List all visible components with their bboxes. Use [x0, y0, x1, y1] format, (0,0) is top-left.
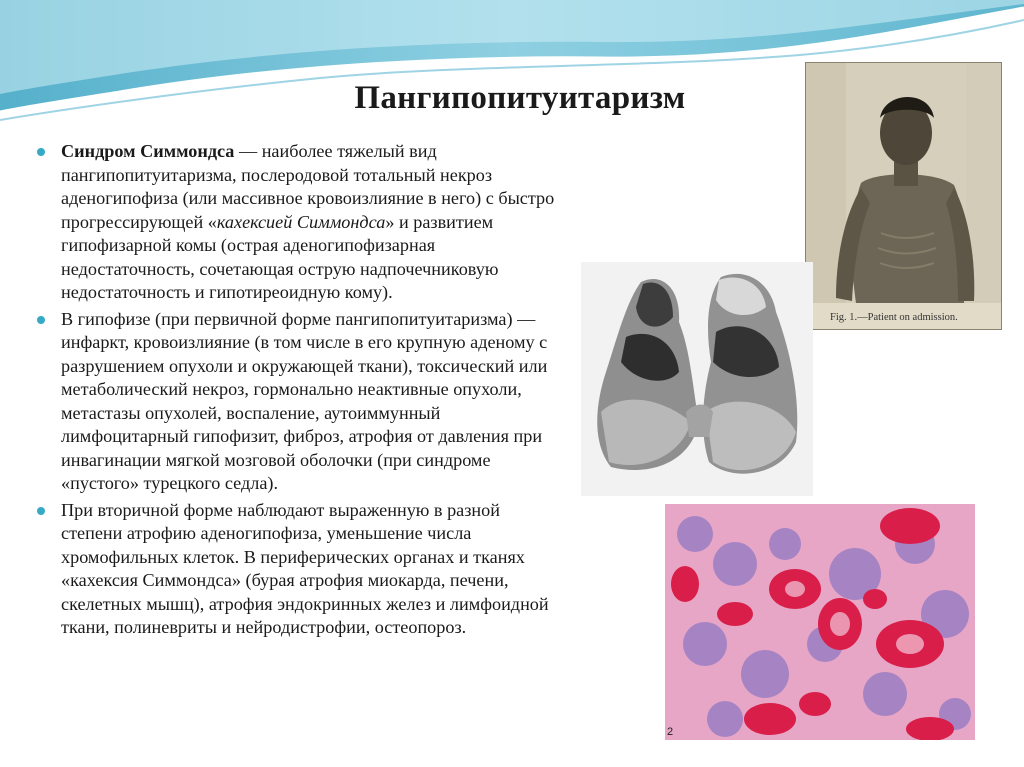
bullet-text: » и развитием гипофизарной комы (острая аденогипофизарная недостаточность, сочетающая острую надпочечниковую недостаточность и гипотиреоидную кому).	[61, 211, 499, 302]
gland-specimen-photo	[581, 262, 813, 496]
slide-body	[36, 140, 564, 643]
patient-photo	[805, 62, 1002, 330]
patient-photo-caption: Fig. 1.—Patient on admission.	[830, 312, 958, 323]
slide-title: Пангипопитуитаризм	[354, 80, 686, 116]
histology-figure-number: 2	[667, 726, 674, 738]
bullet-text: При вторичной форме наблюдают выраженную в разной степени атрофию аденогипофиза, уменьшение числа хромофильных клеток. В периферических органах и тканях «кахексия Симмондса» (бурая атрофия миокарда, печени, скелетных мышц), атрофия эндокринных желез и лимфоидной ткани, полиневриты и нейродистрофии, остеопороз.	[61, 499, 549, 637]
histology-micrograph	[665, 504, 975, 740]
bullet-dot-icon	[37, 507, 45, 515]
bullet-dot-icon	[37, 148, 45, 156]
bullet-dot-icon	[37, 316, 45, 324]
bullet-text: В гипофизе (при первичной форме пангипопитуитаризма) — инфаркт, кровоизлияние (в том числе в его крупную аденому с разрушением опухоли и окружающей ткани), токсический или метаболический некроз, гормонально неактивные опухоли, метастазы опухолей, воспаление, аутоиммунный лимфоцитарный гипофизит, фиброз, атрофия от давления при инвагинации мягкой мозговой оболочки (при синдроме «пустого» турецкого седла).	[61, 308, 548, 493]
bullet-secondary-form	[36, 499, 564, 640]
gland-specimen-icon	[581, 262, 813, 496]
bullet-simmonds-syndrome	[36, 140, 564, 305]
histology-texture-icon	[665, 504, 975, 740]
patient-figure-icon	[806, 63, 1002, 330]
bullet-text: — наиболее тяжелый вид пангипопитуитаризма, послеродовой тотальный некроз аденогипофиза (или массивное кровоизлияние в него) с быстро прогрессирующей «	[61, 141, 555, 232]
bullet-italic-term: кахексией Симмондса	[216, 211, 386, 232]
bullet-lead-term: Синдром Симмондса	[61, 141, 235, 161]
bullet-primary-form	[36, 308, 564, 496]
